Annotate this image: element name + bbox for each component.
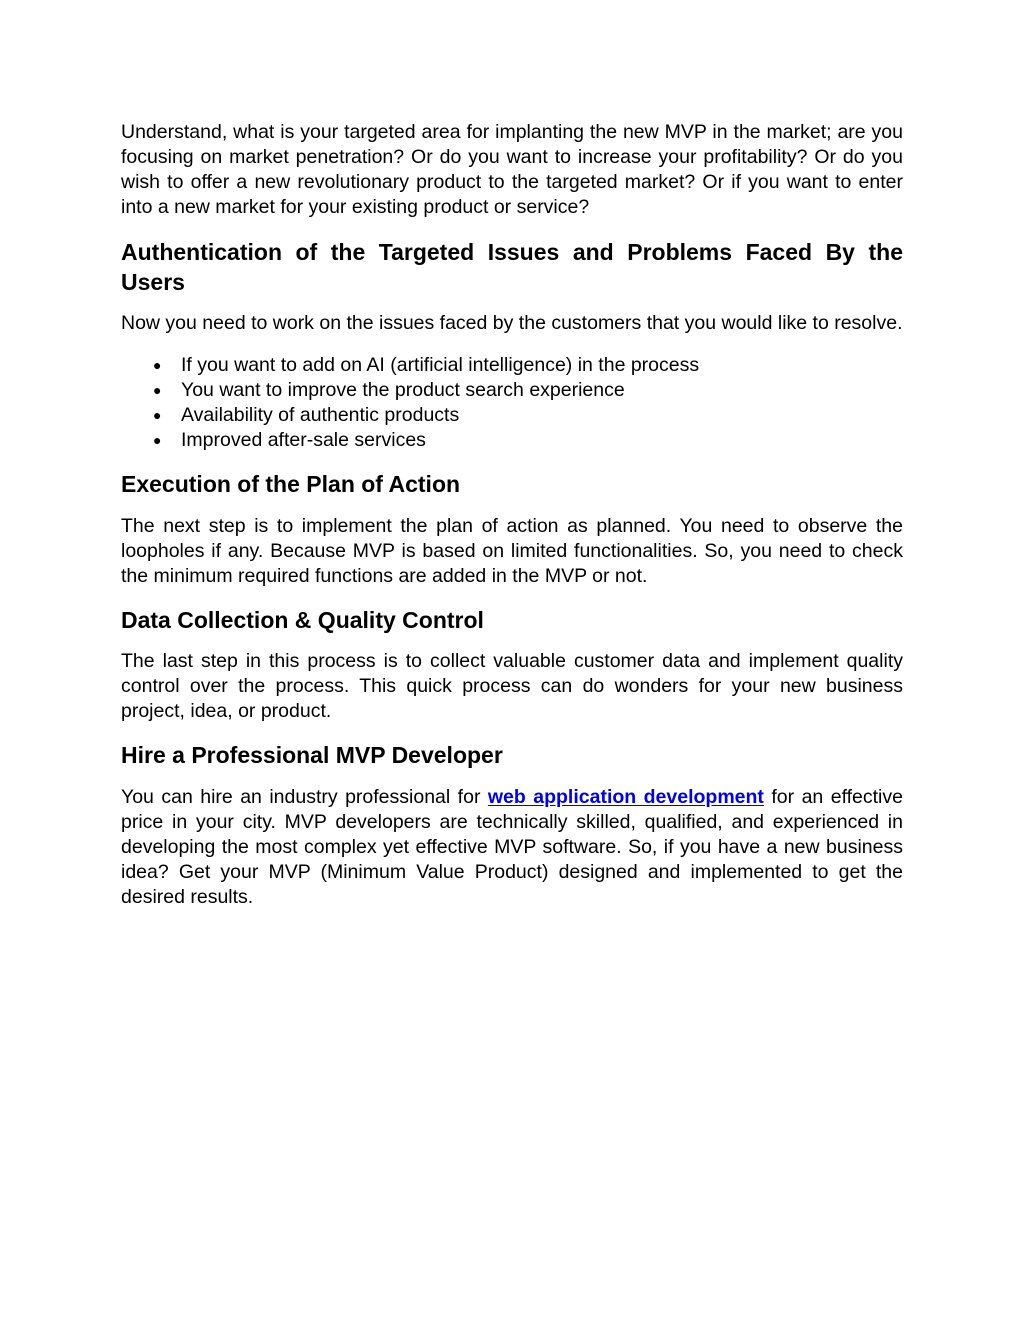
- list-item-text: You want to improve the product search experience: [181, 379, 625, 401]
- list-item-text: If you want to add on AI (artificial intelligence) in the process: [181, 354, 700, 376]
- issues-list: [121, 353, 903, 453]
- hire-text-before-link: You can hire an industry professional for: [121, 785, 488, 808]
- bullet-icon: ●: [153, 382, 162, 398]
- hire-text-after-link: for an effective price in your city. MVP developers are technically skilled, qualified, and experienced in developing the most complex yet effective MVP software. So, if you have a new business idea? Get your MVP (Minimum Value Product) designed and implemented to get the desired results.: [121, 785, 903, 908]
- list-item: [121, 353, 903, 378]
- bullet-icon: ●: [153, 357, 162, 373]
- heading-authentication: Authentication of the Targeted Issues and Problems Faced By the Users: [121, 239, 903, 295]
- hire-developer-paragraph: [121, 785, 903, 910]
- list-item-text: Improved after-sale services: [181, 429, 426, 451]
- heading-data-collection: Data Collection & Quality Control: [121, 606, 484, 633]
- execution-paragraph: The next step is to implement the plan of action as planned. You need to observe the loopholes if any. Because MVP is based on limited functionalities. So, you need to check the minimum required functions are added in the MVP or not.: [121, 514, 903, 587]
- heading-hire-developer: Hire a Professional MVP Developer: [121, 742, 503, 768]
- bullet-icon: ●: [153, 407, 162, 423]
- heading-execution: Execution of the Plan of Action: [121, 471, 461, 497]
- data-collection-paragraph: The last step in this process is to collect valuable customer data and implement quality control over the process. This quick process can do wonders for your new business project, idea, or product.: [121, 650, 903, 722]
- list-item: [121, 378, 903, 403]
- intro-paragraph: Understand, what is your targeted area for implanting the new MVP in the market; are you focusing on market penetration? Or do you want to increase your profitability? Or do you wish to offer a new revolutionary product to the targeted market? Or if you want to enter into a new market for your existing product or service?: [121, 121, 903, 218]
- authentication-paragraph: Now you need to work on the issues faced by the customers that you would like to resolve.: [121, 312, 903, 334]
- document-page: [121, 120, 903, 910]
- list-item-text: Availability of authentic products: [181, 404, 460, 426]
- bullet-icon: ●: [153, 432, 162, 448]
- list-item: [121, 428, 903, 453]
- list-item: [121, 403, 903, 428]
- web-application-development-link[interactable]: web application development: [487, 785, 764, 808]
